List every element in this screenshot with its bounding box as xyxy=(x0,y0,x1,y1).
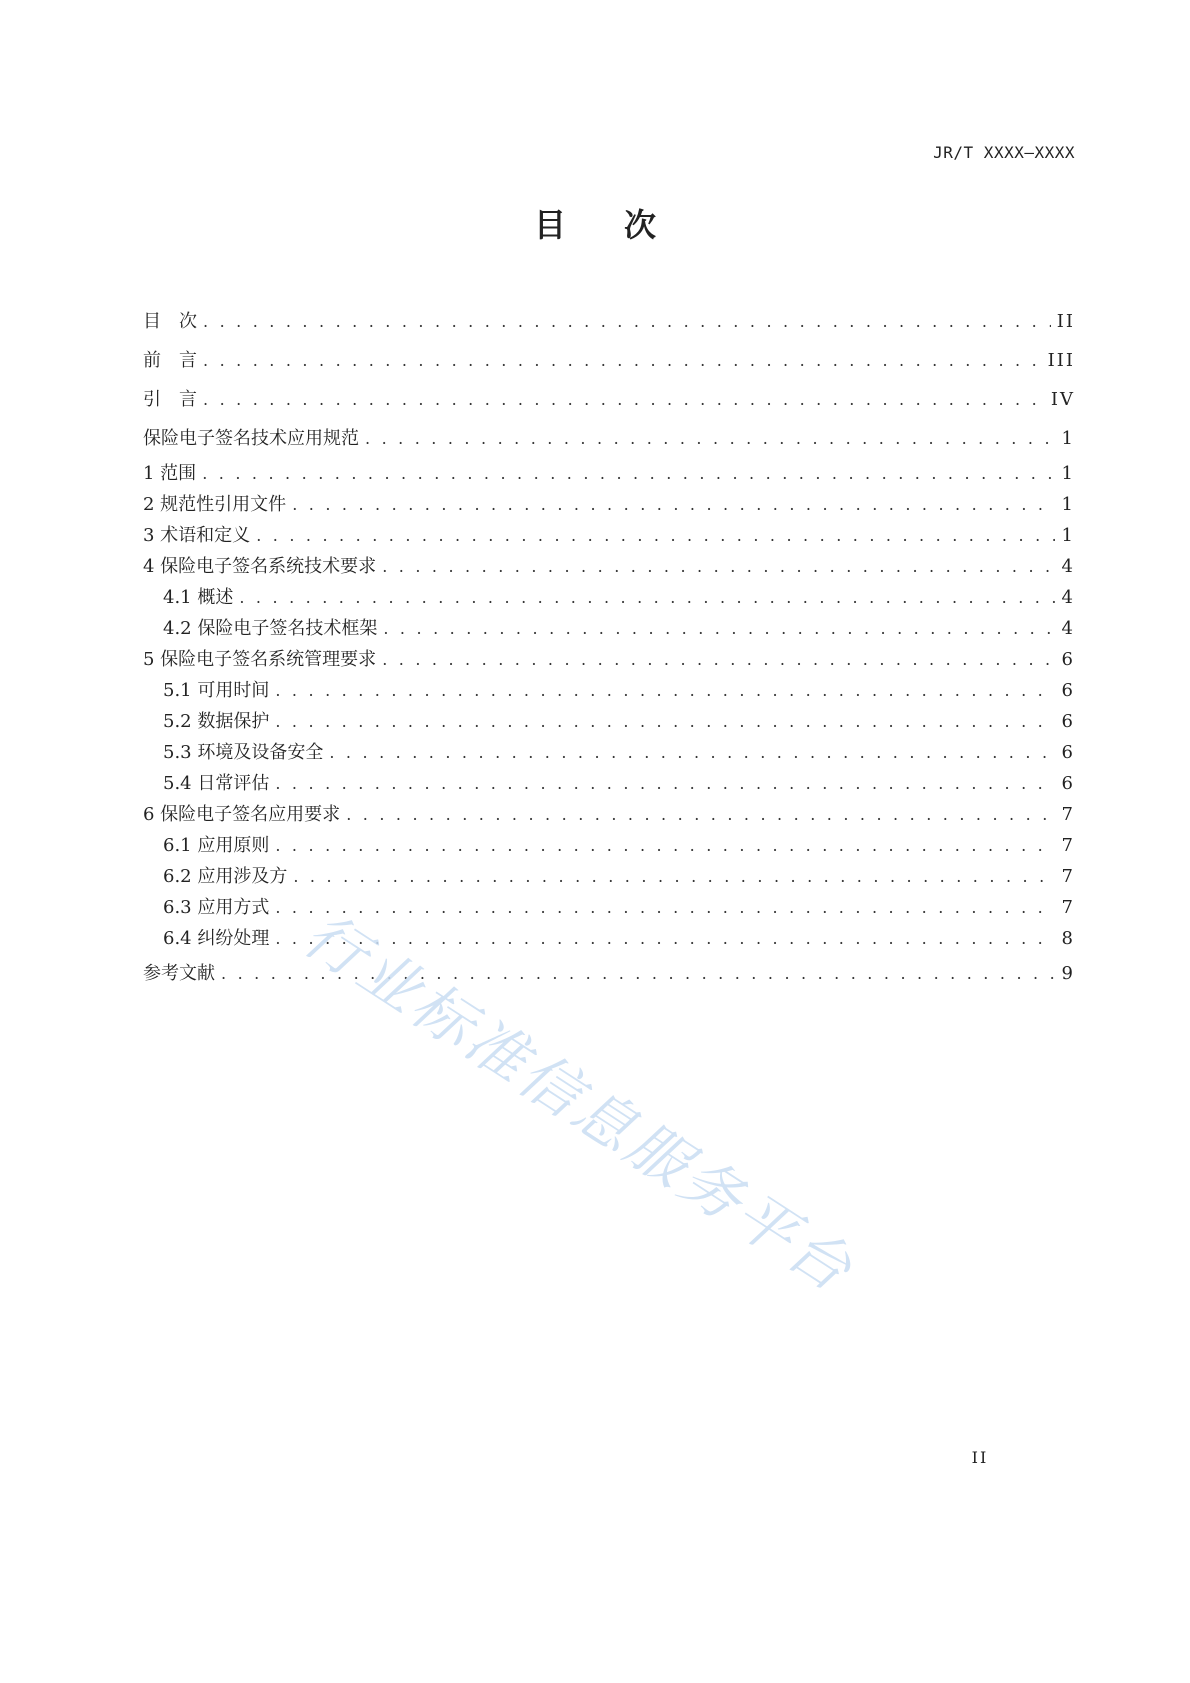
page-number: II xyxy=(971,1448,989,1467)
toc-entry-6-1[interactable] xyxy=(143,830,1075,861)
standard-code: JR/T XXXX—XXXX xyxy=(933,143,1075,162)
toc-entry-4-1[interactable] xyxy=(143,582,1075,613)
toc-entry-1[interactable] xyxy=(143,458,1075,489)
toc-entry-label: 5 保险电子签名系统管理要求 xyxy=(143,649,377,670)
toc-entry-page: 4 xyxy=(1061,618,1075,639)
toc-entry-page: 1 xyxy=(1061,428,1075,449)
toc-entry-label: 6 保险电子签名应用要求 xyxy=(143,804,341,825)
toc-entry-label: 5.3 环境及设备安全 xyxy=(163,742,324,763)
toc-entry-label: 4.2 保险电子签名技术框架 xyxy=(163,618,378,639)
toc-entry-6-3[interactable] xyxy=(143,892,1075,923)
watermark: 行业标准信息服务平台 xyxy=(291,899,867,1308)
toc-entry-label: 参考文献 xyxy=(143,963,215,984)
toc-leader-dots xyxy=(292,489,1055,520)
toc-entry-5-1[interactable] xyxy=(143,675,1075,706)
toc-entry-label: 5.1 可用时间 xyxy=(163,680,270,701)
toc-leader-dots xyxy=(329,737,1055,768)
toc-entry-foreword[interactable] xyxy=(143,341,1075,380)
toc-entry-5-4[interactable] xyxy=(143,768,1075,799)
toc-entry-label: 前 言 xyxy=(143,350,197,371)
toc-entry-label: 4.1 概述 xyxy=(163,587,234,608)
toc-entry-5[interactable] xyxy=(143,644,1075,675)
toc-entry-page: 6 xyxy=(1061,742,1075,763)
toc-entry-page: IV xyxy=(1050,389,1075,410)
page-title xyxy=(0,200,1190,246)
toc-entry-contents[interactable] xyxy=(143,302,1075,341)
toc-leader-dots xyxy=(202,458,1055,489)
toc-leader-dots xyxy=(203,302,1051,341)
toc-entry-label: 2 规范性引用文件 xyxy=(143,494,287,515)
toc-entry-introduction[interactable] xyxy=(143,380,1075,419)
toc-leader-dots xyxy=(365,419,1055,458)
toc-entry-page: 1 xyxy=(1061,494,1075,515)
toc-leader-dots xyxy=(293,861,1055,892)
table-of-contents xyxy=(143,302,1075,993)
toc-leader-dots xyxy=(382,644,1055,675)
toc-leader-dots xyxy=(239,582,1055,613)
toc-leader-dots xyxy=(203,341,1042,380)
toc-entry-5-3[interactable] xyxy=(143,737,1075,768)
toc-entry-page: 7 xyxy=(1061,804,1075,825)
toc-leader-dots xyxy=(275,892,1055,923)
toc-entry-label: 保险电子签名技术应用规范 xyxy=(143,428,359,449)
toc-entry-label: 1 范围 xyxy=(143,463,197,484)
toc-entry-page: 4 xyxy=(1061,587,1075,608)
toc-entry-spec-title[interactable] xyxy=(143,419,1075,458)
toc-entry-page: 7 xyxy=(1061,866,1075,887)
toc-entry-3[interactable] xyxy=(143,520,1075,551)
toc-entry-2[interactable] xyxy=(143,489,1075,520)
toc-entry-bibliography[interactable] xyxy=(143,954,1075,993)
toc-entry-page: III xyxy=(1047,350,1075,371)
toc-entry-label: 目 次 xyxy=(143,311,197,332)
toc-leader-dots xyxy=(346,799,1055,830)
toc-leader-dots xyxy=(275,675,1055,706)
toc-entry-page: 7 xyxy=(1061,835,1075,856)
toc-entry-6[interactable] xyxy=(143,799,1075,830)
toc-entry-6-2[interactable] xyxy=(143,861,1075,892)
title-char-2: 次 xyxy=(624,206,657,244)
toc-leader-dots xyxy=(275,768,1055,799)
toc-leader-dots xyxy=(203,380,1045,419)
toc-entry-label: 6.4 纠纷处理 xyxy=(163,928,270,949)
toc-entry-label: 3 术语和定义 xyxy=(143,525,251,546)
toc-entry-label: 6.3 应用方式 xyxy=(163,897,270,918)
toc-entry-page: 6 xyxy=(1061,773,1075,794)
toc-entry-page: 6 xyxy=(1061,649,1075,670)
toc-leader-dots xyxy=(382,551,1055,582)
toc-entry-4[interactable] xyxy=(143,551,1075,582)
toc-entry-label: 引 言 xyxy=(143,389,197,410)
toc-leader-dots xyxy=(383,613,1055,644)
toc-entry-page: 1 xyxy=(1061,463,1075,484)
toc-entry-label: 6.1 应用原则 xyxy=(163,835,270,856)
title-char-1: 目 xyxy=(533,206,566,244)
toc-entry-page: 9 xyxy=(1061,963,1075,984)
toc-entry-page: 4 xyxy=(1061,556,1075,577)
toc-entry-label: 5.2 数据保护 xyxy=(163,711,270,732)
toc-entry-page: II xyxy=(1056,311,1075,332)
toc-entry-page: 6 xyxy=(1061,680,1075,701)
toc-entry-page: 7 xyxy=(1061,897,1075,918)
toc-entry-label: 6.2 应用涉及方 xyxy=(163,866,288,887)
toc-leader-dots xyxy=(256,520,1055,551)
toc-entry-4-2[interactable] xyxy=(143,613,1075,644)
toc-entry-page: 8 xyxy=(1061,928,1075,949)
toc-entry-page: 1 xyxy=(1061,525,1075,546)
toc-entry-6-4[interactable] xyxy=(143,923,1075,954)
toc-entry-page: 6 xyxy=(1061,711,1075,732)
toc-leader-dots xyxy=(275,706,1055,737)
toc-leader-dots xyxy=(275,830,1055,861)
toc-entry-5-2[interactable] xyxy=(143,706,1075,737)
toc-entry-label: 5.4 日常评估 xyxy=(163,773,270,794)
toc-entry-label: 4 保险电子签名系统技术要求 xyxy=(143,556,377,577)
